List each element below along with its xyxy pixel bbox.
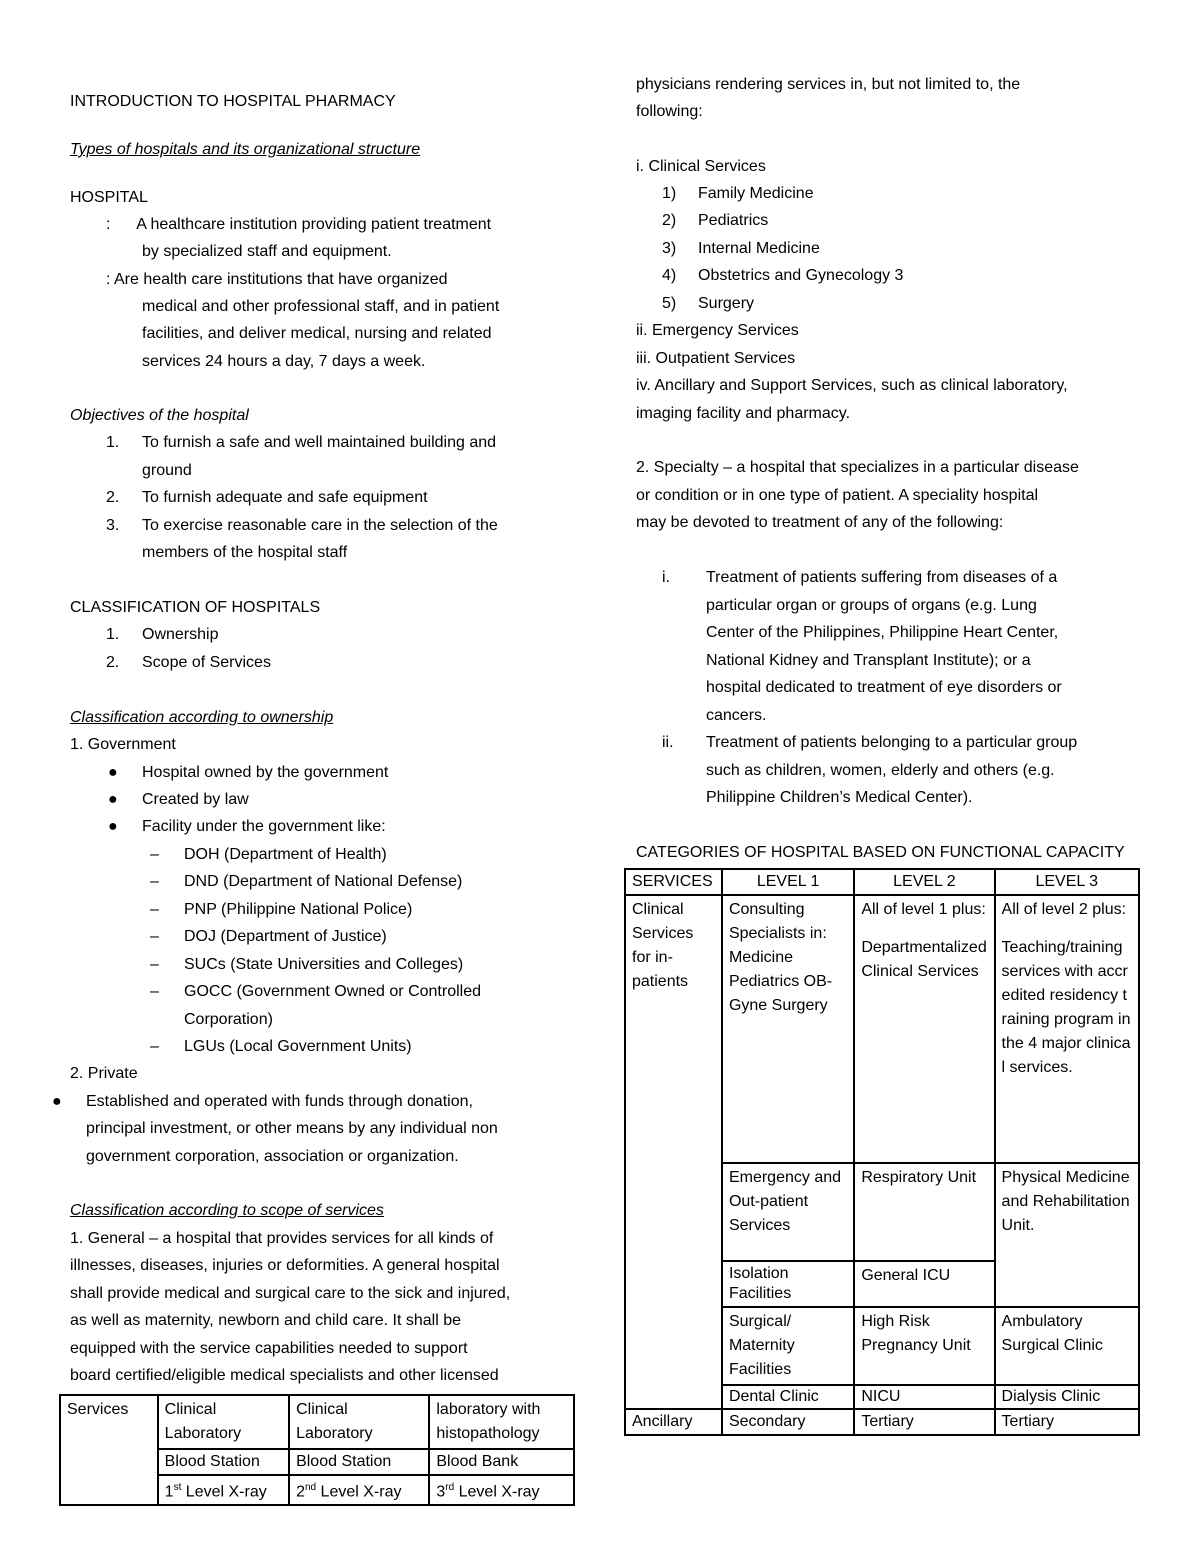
table-cell: Secondary — [722, 1409, 854, 1435]
paragraph-line: may be devoted to treatment of any of the following: — [636, 514, 1004, 531]
list-number: 2. — [106, 654, 120, 671]
list-item — [150, 978, 481, 1005]
classification-heading: CLASSIFICATION OF HOSPITALS — [70, 599, 321, 616]
table-cell: Consulting Specialists in: Medicine Pediatrics OB-Gyne Surgery — [722, 895, 854, 1163]
list-item — [150, 951, 463, 978]
column-header: LEVEL 2 — [854, 869, 994, 895]
list-number: 4) — [662, 267, 677, 284]
list-text: To furnish adequate and safe equipment — [142, 489, 428, 506]
list-text: LGUs (Local Government Units) — [184, 1038, 412, 1055]
hospital-heading: HOSPITAL — [70, 189, 148, 206]
list-text: Center of the Philippines, Philippine Heart Center, — [706, 624, 1059, 641]
list-text: To furnish a safe and well maintained building and — [142, 434, 497, 451]
list-item — [106, 649, 271, 676]
section-subtitle: Types of hospitals and its organizational structure — [70, 141, 421, 158]
definition-line: : Are health care institutions that have organized — [106, 271, 448, 288]
table-cell: Ambulatory Surgical Clinic — [995, 1307, 1139, 1385]
list-text: Established and operated with funds through donation, — [86, 1093, 473, 1110]
paragraph-line: as well as maternity, newborn and child care. It shall be — [70, 1312, 462, 1329]
table-cell: Blood Bank — [429, 1449, 574, 1475]
paragraph-line: shall provide medical and surgical care to the sick and injured, — [70, 1285, 511, 1302]
ordinal-number: 1 — [164, 1483, 174, 1501]
column-header: LEVEL 3 — [995, 869, 1139, 895]
list-item — [662, 180, 814, 207]
list-item — [662, 262, 903, 289]
table-cell: Emergency and Out-patient Services — [722, 1163, 854, 1261]
dash-icon: – — [150, 956, 159, 973]
table-cell — [429, 1475, 574, 1505]
column-header: LEVEL 1 — [722, 869, 854, 895]
list-number: 1) — [662, 185, 677, 202]
list-item — [662, 290, 754, 317]
list-text: particular organ or groups of organs (e.g. Lung — [706, 597, 1037, 614]
bullet-icon: ● — [108, 791, 118, 808]
laboratory-table — [59, 1394, 575, 1506]
bullet-icon: ● — [108, 764, 118, 781]
list-text: imaging facility and pharmacy. — [636, 405, 851, 422]
definition-line: facilities, and deliver medical, nursing and related — [142, 325, 492, 342]
list-item — [106, 621, 218, 648]
list-text: To exercise reasonable care in the selection of the — [142, 517, 498, 534]
bullet-icon: ● — [108, 818, 118, 835]
dash-icon: – — [150, 873, 159, 890]
ordinal-number: 3 — [436, 1483, 446, 1501]
list-item — [150, 841, 387, 868]
list-number: 3) — [662, 240, 677, 257]
list-text: Ownership — [142, 626, 219, 643]
list-number: ii. — [662, 734, 674, 751]
table-cell — [854, 895, 994, 1163]
table-cell — [158, 1475, 289, 1505]
dash-icon: – — [150, 846, 159, 863]
bullet-icon: ● — [52, 1093, 62, 1110]
table-cell: Blood Station — [289, 1449, 429, 1475]
categories-table — [624, 868, 1140, 1436]
list-text: ii. Emergency Services — [636, 322, 799, 339]
table-cell: Physical Medicine and Rehabilitation Unit. — [995, 1163, 1139, 1307]
paragraph-line: equipped with the service capabilities needed to support — [70, 1340, 468, 1357]
list-text: Created by law — [142, 791, 249, 808]
list-text: government corporation, association or organization. — [86, 1148, 459, 1165]
list-item — [662, 207, 768, 234]
list-text: Scope of Services — [142, 654, 271, 671]
cell-text: Level X-ray — [454, 1483, 540, 1501]
list-text: ground — [142, 462, 192, 479]
paragraph-line: physicians rendering services in, but not limited to, the — [636, 76, 1021, 93]
definition-line: : A healthcare institution providing patient treatment — [106, 216, 492, 233]
list-item — [52, 1088, 473, 1115]
column-header: SERVICES — [625, 869, 722, 895]
list-number: 2) — [662, 212, 677, 229]
list-text: cancers. — [706, 707, 767, 724]
list-item — [150, 868, 462, 895]
government-heading: 1. Government — [70, 736, 176, 753]
list-text: iii. Outpatient Services — [636, 350, 796, 367]
list-text: Internal Medicine — [698, 240, 820, 257]
list-text: DOH (Department of Health) — [184, 846, 387, 863]
list-text: Surgery — [698, 295, 755, 312]
table-cell: General ICU — [854, 1261, 994, 1307]
list-text: Treatment of patients belonging to a particular group — [706, 734, 1078, 751]
scope-heading: Classification according to scope of services — [70, 1202, 384, 1219]
list-text: such as children, women, elderly and others (e.g. — [706, 762, 1055, 779]
ordinal-suffix: st — [173, 1482, 182, 1493]
list-number: 3. — [106, 517, 120, 534]
list-item — [662, 235, 820, 262]
list-text: Family Medicine — [698, 185, 814, 202]
table-cell: Isolation Facilities — [722, 1261, 854, 1307]
list-item — [150, 1033, 412, 1060]
categories-heading: CATEGORIES OF HOSPITAL BASED ON FUNCTIONAL CAPACITY — [636, 844, 1125, 861]
table-cell: Clinical Laboratory — [289, 1395, 429, 1449]
table-cell — [289, 1475, 429, 1505]
list-text: Pediatrics — [698, 212, 769, 229]
list-text: SUCs (State Universities and Colleges) — [184, 956, 464, 973]
table-cell: Blood Station — [158, 1449, 289, 1475]
dash-icon: – — [150, 901, 159, 918]
cell-text: All of level 2 plus: — [1001, 901, 1127, 918]
paragraph-line: 2. Specialty – a hospital that specializes in a particular disease — [636, 459, 1079, 476]
list-item — [106, 512, 498, 539]
ownership-heading: Classification according to ownership — [70, 709, 334, 726]
table-cell: Tertiary — [854, 1409, 994, 1435]
cell-text: Departmentalized Clinical Services — [861, 939, 987, 980]
list-item — [150, 923, 387, 950]
cell-text: All of level 1 plus: — [861, 901, 986, 918]
table-cell: Respiratory Unit — [854, 1163, 994, 1261]
list-text: DND (Department of National Defense) — [184, 873, 463, 890]
list-text: members of the hospital staff — [142, 544, 348, 561]
ordinal-suffix: rd — [445, 1482, 455, 1493]
list-item — [108, 759, 388, 786]
ordinal-suffix: nd — [304, 1482, 317, 1493]
list-item — [150, 896, 412, 923]
list-number: 2. — [106, 489, 120, 506]
table-cell: NICU — [854, 1385, 994, 1409]
table-cell: Dialysis Clinic — [995, 1385, 1139, 1409]
table-cell — [995, 895, 1139, 1163]
list-item — [106, 484, 428, 511]
table-cell: Surgical/ Maternity Facilities — [722, 1307, 854, 1385]
paragraph-line: board certified/eligible medical specialists and other licensed — [70, 1367, 499, 1384]
list-text: hospital dedicated to treatment of eye disorders or — [706, 679, 1062, 696]
dash-icon: – — [150, 928, 159, 945]
list-text: National Kidney and Transplant Institute); or a — [706, 652, 1031, 669]
services-cell: Services — [60, 1395, 158, 1505]
list-text: principal investment, or other means by any individual non — [86, 1120, 498, 1137]
clinical-services-heading: i. Clinical Services — [636, 158, 766, 175]
paragraph-line: illnesses, diseases, injuries or deformities. A general hospital — [70, 1257, 500, 1274]
list-text: iv. Ancillary and Support Services, such as clinical laboratory, — [636, 377, 1068, 394]
list-text: Corporation) — [184, 1011, 273, 1028]
list-text: Hospital owned by the government — [142, 764, 389, 781]
list-number: 1. — [106, 434, 120, 451]
list-text: PNP (Philippine National Police) — [184, 901, 413, 918]
private-heading: 2. Private — [70, 1065, 138, 1082]
table-cell: laboratory with histopathology — [429, 1395, 574, 1449]
paragraph-line: following: — [636, 103, 703, 120]
paragraph-line: or condition or in one type of patient. A speciality hospital — [636, 487, 1039, 504]
ordinal-number: 2 — [296, 1483, 305, 1501]
list-text: Facility under the government like: — [142, 818, 386, 835]
list-text: GOCC (Government Owned or Controlled — [184, 983, 481, 1000]
cell-text: Level X-ray — [316, 1483, 402, 1501]
table-cell: Clinical Laboratory — [158, 1395, 289, 1449]
list-item — [108, 813, 386, 840]
paragraph-line: 1. General – a hospital that provides services for all kinds of — [70, 1230, 494, 1247]
table-cell: High Risk Pregnancy Unit — [854, 1307, 994, 1385]
dash-icon: – — [150, 983, 159, 1000]
cell-text: Teaching/training services with accredited residency training program in the 4 major clinical services. — [1001, 939, 1131, 1076]
list-item — [106, 429, 496, 456]
table-cell: Dental Clinic — [722, 1385, 854, 1409]
list-number: 1. — [106, 626, 120, 643]
list-text: Treatment of patients suffering from diseases of a — [706, 569, 1058, 586]
row-label: Clinical Services for in-patients — [625, 895, 722, 1409]
definition-line: by specialized staff and equipment. — [142, 243, 392, 260]
cell-text: Level X-ray — [181, 1483, 267, 1501]
list-number: i. — [662, 569, 670, 586]
list-item — [108, 786, 249, 813]
list-text: DOJ (Department of Justice) — [184, 928, 387, 945]
list-text: Obstetrics and Gynecology 3 — [698, 267, 904, 284]
definition-line: medical and other professional staff, and in patient — [142, 298, 500, 315]
list-text: Philippine Children’s Medical Center). — [706, 789, 973, 806]
document-title: INTRODUCTION TO HOSPITAL PHARMACY — [70, 93, 396, 110]
table-cell: Tertiary — [995, 1409, 1139, 1435]
objectives-heading: Objectives of the hospital — [70, 407, 249, 424]
row-label: Ancillary — [625, 1409, 722, 1435]
definition-line: services 24 hours a day, 7 days a week. — [142, 353, 426, 370]
list-number: 5) — [662, 295, 677, 312]
dash-icon: – — [150, 1038, 159, 1055]
